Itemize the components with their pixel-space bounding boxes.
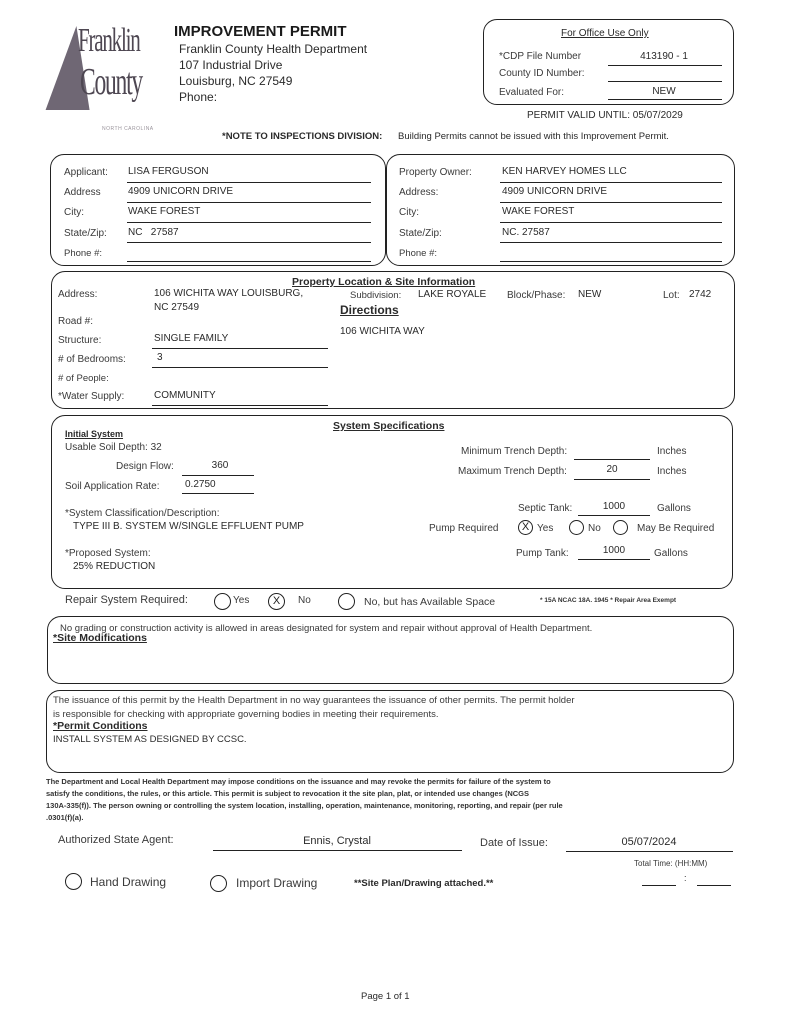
system-classification-value[interactable]: TYPE III B. SYSTEM W/SINGLE EFFLUENT PUMP xyxy=(73,521,304,532)
pump-required-yes-label: Yes xyxy=(537,523,554,534)
repair-system-label: Repair System Required: xyxy=(65,594,188,606)
applicant-underline xyxy=(127,182,371,183)
evaluated-for-value[interactable]: NEW xyxy=(652,86,676,97)
road-label: Road #: xyxy=(58,316,94,327)
soil-application-rate-value[interactable]: 0.2750 xyxy=(185,479,216,490)
page-title: IMPROVEMENT PERMIT xyxy=(174,23,347,40)
owner-address-label: Address: xyxy=(399,187,439,198)
applicant-statezip-underline xyxy=(127,242,371,243)
applicant-value[interactable]: LISA FERGUSON xyxy=(128,166,209,177)
repair-yes-radio[interactable] xyxy=(214,593,231,610)
county-id-underline xyxy=(608,81,722,82)
block-phase-value[interactable]: NEW xyxy=(578,289,602,300)
design-flow-label: Design Flow: xyxy=(116,461,174,472)
pump-required-yes-radio[interactable]: X xyxy=(518,520,533,535)
logo-text-state: NORTH CAROLINA xyxy=(102,126,154,132)
office-use-title: For Office Use Only xyxy=(561,28,649,39)
inspection-note-label: *NOTE TO INSPECTIONS DIVISION: xyxy=(222,131,383,142)
system-classification-label: *System Classification/Description: xyxy=(65,508,220,519)
department-name: Franklin County Health Department xyxy=(179,42,368,56)
legal-text-line1: The Department and Local Health Department may impose conditions on the issuance and may revoke the permits for failure of the system to xyxy=(46,777,551,786)
site-modifications-title: *Site Modifications xyxy=(53,632,147,644)
pump-tank-underline xyxy=(578,559,650,560)
directions-value[interactable]: 106 WICHITA WAY xyxy=(340,326,425,337)
authorized-agent-underline xyxy=(213,850,462,851)
authorized-agent-label: Authorized State Agent: xyxy=(58,834,174,846)
usable-soil-depth: Usable Soil Depth: 32 xyxy=(65,442,162,453)
hand-drawing-radio[interactable] xyxy=(65,873,82,890)
date-of-issue-label: Date of Issue: xyxy=(480,837,548,849)
logo-text-franklin: Franklin xyxy=(78,22,140,59)
water-supply-label: *Water Supply: xyxy=(58,391,125,402)
pump-tank-label: Pump Tank: xyxy=(516,548,569,559)
property-address-line1[interactable]: 106 WICHITA WAY LOUISBURG, xyxy=(154,288,304,299)
permit-conditions-value[interactable]: INSTALL SYSTEM AS DESIGNED BY CCSC. xyxy=(53,734,247,745)
hand-drawing-label: Hand Drawing xyxy=(90,875,167,889)
lot-value[interactable]: 2742 xyxy=(689,289,712,300)
cdp-file-label: *CDP File Number xyxy=(499,51,582,62)
max-trench-depth-underline xyxy=(574,479,650,480)
applicant-city-underline xyxy=(127,222,371,223)
cdp-file-underline xyxy=(608,65,722,66)
pump-tank-unit: Gallons xyxy=(654,548,688,559)
initial-system-title: Initial System xyxy=(65,429,124,439)
block-phase-label: Block/Phase: xyxy=(507,290,566,301)
bedrooms-underline xyxy=(152,367,328,368)
structure-value[interactable]: SINGLE FAMILY xyxy=(154,333,229,344)
owner-statezip-underline xyxy=(500,242,722,243)
min-trench-depth-label: Minimum Trench Depth: xyxy=(461,446,568,457)
total-time-hours-field[interactable] xyxy=(642,885,676,886)
department-street: 107 Industrial Drive xyxy=(179,58,283,72)
owner-value[interactable]: KEN HARVEY HOMES LLC xyxy=(502,166,627,177)
pump-required-maybe-label: May Be Required xyxy=(637,523,715,534)
import-drawing-label: Import Drawing xyxy=(236,876,318,890)
owner-label: Property Owner: xyxy=(399,167,472,178)
permit-conditions-title: *Permit Conditions xyxy=(53,720,148,732)
proposed-system-label: *Proposed System: xyxy=(65,548,151,559)
repair-yes-label: Yes xyxy=(233,595,250,606)
applicant-statezip-value[interactable]: NC 27587 xyxy=(128,227,179,238)
min-trench-depth-underline xyxy=(574,459,650,460)
people-label: # of People: xyxy=(58,373,109,384)
permit-conditions-notice-line1: The issuance of this permit by the Health Department in no way guarantees the issuance of other permits. The permit holder xyxy=(53,695,575,706)
legal-text-line3: 130A-335(f)). The person owning or controlling the system location, installing, operation, maintenance, monitoring, reporting, and repair (per rule xyxy=(46,801,563,810)
owner-statezip-value[interactable]: NC. 27587 xyxy=(502,227,550,238)
total-time-minutes-field[interactable] xyxy=(697,885,731,886)
structure-label: Structure: xyxy=(58,335,102,346)
applicant-address-label: Address xyxy=(64,187,101,198)
repair-available-space-label: No, but has Available Space xyxy=(364,596,496,608)
subdivision-value[interactable]: LAKE ROYALE xyxy=(418,289,487,300)
inspection-note-text: Building Permits cannot be issued with this Improvement Permit. xyxy=(398,131,669,142)
pump-tank-value[interactable]: 1000 xyxy=(602,545,626,556)
pump-required-no-radio[interactable] xyxy=(569,520,584,535)
owner-underline xyxy=(500,182,722,183)
repair-no-label: No xyxy=(298,595,311,606)
max-trench-depth-value[interactable]: 20 xyxy=(606,464,618,475)
bedrooms-label: # of Bedrooms: xyxy=(58,354,126,365)
applicant-phone-label: Phone #: xyxy=(64,248,103,259)
structure-underline xyxy=(152,348,328,349)
lot-label: Lot: xyxy=(663,290,680,301)
design-flow-value[interactable]: 360 xyxy=(211,460,229,471)
septic-tank-value[interactable]: 1000 xyxy=(602,501,626,512)
water-supply-value[interactable]: COMMUNITY xyxy=(154,390,216,401)
pump-required-maybe-radio[interactable] xyxy=(613,520,628,535)
bedrooms-value[interactable]: 3 xyxy=(157,352,163,363)
owner-statezip-label: State/Zip: xyxy=(399,228,442,239)
soil-application-rate-label: Soil Application Rate: xyxy=(65,481,160,492)
property-address-label: Address: xyxy=(58,289,98,300)
department-city: Louisburg, NC 27549 xyxy=(179,74,293,88)
proposed-system-value[interactable]: 25% REDUCTION xyxy=(73,561,156,572)
pump-required-no-label: No xyxy=(588,523,601,534)
subdivision-label: Subdivision: xyxy=(350,290,402,301)
system-specifications-title: System Specifications xyxy=(333,420,445,432)
water-supply-underline xyxy=(152,405,328,406)
authorized-agent-value[interactable]: Ennis, Crystal xyxy=(303,835,371,847)
owner-address-value[interactable]: 4909 UNICORN DRIVE xyxy=(502,186,608,197)
import-drawing-radio[interactable] xyxy=(210,875,227,892)
site-modifications-notice: No grading or construction activity is allowed in areas designated for system and repair without approval of Health Department. xyxy=(60,623,593,634)
property-address-line2[interactable]: NC 27549 xyxy=(154,302,200,313)
applicant-phone-underline xyxy=(127,261,371,262)
applicant-city-value[interactable]: WAKE FOREST xyxy=(128,206,201,217)
date-of-issue-value[interactable]: 05/07/2024 xyxy=(621,836,677,848)
logo-text-county: County xyxy=(80,61,142,103)
total-time-separator: : xyxy=(684,873,687,883)
evaluated-for-underline xyxy=(608,99,722,100)
applicant-address-underline xyxy=(127,202,371,203)
legal-text-line2: satisfy the conditions, the rules, or this article. This permit is subject to revocation it the site plan, plat, or intended use changes (NCGS xyxy=(46,789,530,798)
max-trench-depth-label: Maximum Trench Depth: xyxy=(458,466,567,477)
permit-conditions-notice-line2: is responsible for checking with appropriate governing bodies in meeting their requirements. xyxy=(53,709,439,720)
repair-available-space-radio[interactable] xyxy=(338,593,355,610)
directions-title: Directions xyxy=(340,303,399,317)
evaluated-for-label: Evaluated For: xyxy=(499,87,565,98)
permit-valid-until: PERMIT VALID UNTIL: 05/07/2029 xyxy=(527,110,683,121)
property-location-title: Property Location & Site Information xyxy=(292,276,476,288)
site-plan-attached-note: **Site Plan/Drawing attached.** xyxy=(354,878,494,889)
total-time-label: Total Time: (HH:MM) xyxy=(634,859,708,868)
soil-application-rate-underline xyxy=(182,493,254,494)
septic-tank-unit: Gallons xyxy=(657,503,691,514)
page-number: Page 1 of 1 xyxy=(361,991,410,1002)
min-trench-depth-unit: Inches xyxy=(657,446,687,457)
septic-tank-underline xyxy=(578,515,650,516)
max-trench-depth-unit: Inches xyxy=(657,466,687,477)
owner-city-value[interactable]: WAKE FOREST xyxy=(502,206,575,217)
applicant-label: Applicant: xyxy=(64,167,108,178)
date-of-issue-underline xyxy=(566,851,733,852)
septic-tank-label: Septic Tank: xyxy=(518,503,573,514)
owner-city-label: City: xyxy=(399,207,419,218)
cdp-file-value[interactable]: 413190 - 1 xyxy=(640,51,688,62)
department-phone-label: Phone: xyxy=(179,90,218,104)
pump-required-label: Pump Required xyxy=(429,523,499,534)
legal-text-line4: .0301(f)(a). xyxy=(46,813,84,822)
applicant-statezip-label: State/Zip: xyxy=(64,228,107,239)
owner-phone-label: Phone #: xyxy=(399,248,438,259)
applicant-city-label: City: xyxy=(64,207,84,218)
applicant-address-value[interactable]: 4909 UNICORN DRIVE xyxy=(128,186,234,197)
design-flow-underline xyxy=(182,475,254,476)
franklin-county-logo xyxy=(48,22,158,134)
owner-address-underline xyxy=(500,202,722,203)
owner-phone-underline xyxy=(500,261,722,262)
county-id-label: County ID Number: xyxy=(499,68,585,79)
owner-city-underline xyxy=(500,222,722,223)
repair-no-radio[interactable]: X xyxy=(268,593,285,610)
repair-exempt-note: * 15A NCAC 18A. 1945 * Repair Area Exempt xyxy=(540,597,677,604)
